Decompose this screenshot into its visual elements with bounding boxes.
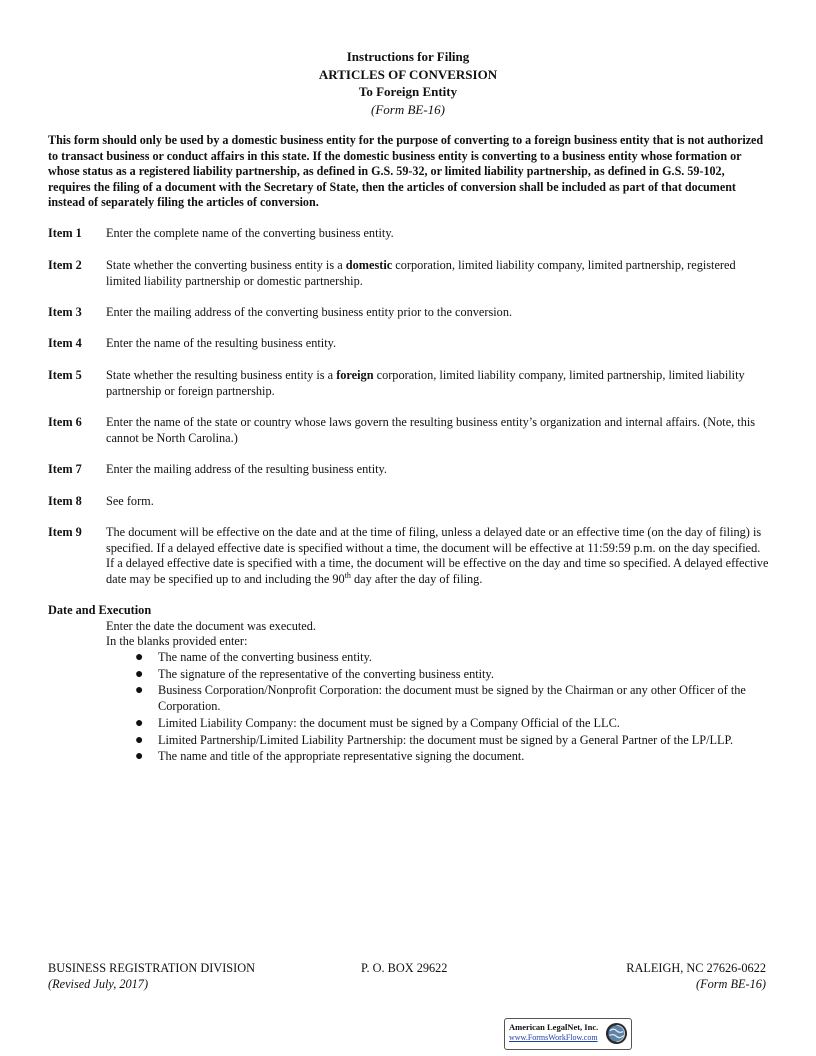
list-item: ● Business Corporation/Nonprofit Corporation: the document must be signed by the Chairman or any other Officer of the Corporation. bbox=[135, 683, 746, 713]
header-line-2: ARTICLES OF CONVERSION bbox=[318, 66, 498, 82]
item-label: Item 1 bbox=[48, 226, 82, 240]
bullet-icon: ● bbox=[135, 715, 144, 731]
bullet-icon: ● bbox=[135, 649, 144, 665]
item-text: Enter the mailing address of the resulting business entity. bbox=[106, 462, 387, 476]
item-label: Item 6 bbox=[48, 415, 82, 429]
item-label: Item 2 bbox=[48, 258, 82, 272]
footer-city: RALEIGH, NC 27626-0622 bbox=[626, 961, 766, 975]
footer-division: BUSINESS REGISTRATION DIVISION bbox=[48, 961, 256, 975]
document-header bbox=[0, 48, 816, 118]
item-text: Enter the complete name of the converting business entity. bbox=[106, 226, 394, 240]
item-emphasis: domestic bbox=[345, 258, 393, 272]
item-text: State whether the resulting business entity is a foreign corporation, limited liability company, limited partnership, limited liability partnership or foreign partnership. bbox=[106, 368, 745, 398]
instruction-line: Enter the date the document was executed. bbox=[106, 618, 316, 633]
header-line-1: Instructions for Filing bbox=[346, 49, 470, 64]
item-label: Item 9 bbox=[48, 525, 82, 539]
bullet-icon: ● bbox=[135, 749, 144, 765]
vendor-badge[interactable] bbox=[504, 1018, 632, 1050]
vendor-link[interactable]: www.FormsWorkFlow.com bbox=[509, 1033, 598, 1042]
item-text: See form. bbox=[106, 494, 154, 508]
item-text: Enter the name of the state or country whose laws govern the resulting business entity’s organization and internal affairs. (Note, this cannot be North Carolina.) bbox=[106, 415, 756, 445]
item-text: Enter the mailing address of the converting business entity prior to the conversion. bbox=[106, 305, 513, 319]
item-text: Enter the name of the resulting business entity. bbox=[106, 336, 337, 350]
list-item: ● The name of the converting business entity. bbox=[135, 649, 373, 665]
header-line-3: To Foreign Entity bbox=[358, 84, 458, 99]
bullet-icon: ● bbox=[135, 683, 144, 699]
list-item: ● Limited Partnership/Limited Liability Partnership: the document must be signed by a General Partner of the LP/LLP. bbox=[135, 732, 734, 748]
date-execution-section bbox=[48, 603, 770, 766]
item-label: Item 4 bbox=[48, 336, 82, 350]
item-label: Item 3 bbox=[48, 305, 82, 319]
instruction-line: In the blanks provided enter: bbox=[106, 634, 248, 649]
globe-icon bbox=[605, 1022, 628, 1045]
bullet-icon: ● bbox=[135, 732, 144, 748]
list-item: ● The signature of the representative of the converting business entity. bbox=[135, 666, 494, 682]
footer-form-number: (Form BE-16) bbox=[695, 977, 766, 991]
item-emphasis: foreign bbox=[336, 368, 374, 382]
list-item: ● The name and title of the appropriate representative signing the document. bbox=[135, 749, 525, 765]
vendor-name: American LegalNet, Inc. bbox=[509, 1022, 599, 1032]
footer-revised: (Revised July, 2017) bbox=[48, 977, 149, 991]
section-heading: Date and Execution bbox=[48, 603, 152, 617]
item-text: The document will be effective on the date and at the time of filing, unless a delayed date or an effective time (on the day of filing) is specified. If a delayed effective date is specified without a time, the document will be effective at 11:59:59 p.m. on the day specified. If a delayed effective date is specified with a time, the document will be effective on the day and time so specified. A delayed effective date may be specified up to and including the 90th day after the day of filing. bbox=[106, 525, 769, 586]
bullet-icon: ● bbox=[135, 666, 144, 682]
list-item: ● Limited Liability Company: the document must be signed by a Company Official of the LLC. bbox=[135, 715, 620, 731]
footer-po-box: P. O. BOX 29622 bbox=[361, 961, 448, 975]
item-label: Item 8 bbox=[48, 494, 82, 508]
bullet-list bbox=[135, 649, 770, 765]
item-label: Item 5 bbox=[48, 368, 82, 382]
header-form-number: (Form BE-16) bbox=[370, 101, 445, 117]
ordinal-suffix: th bbox=[344, 570, 351, 580]
intro-paragraph: This form should only be used by a domestic business entity for the purpose of converting to a foreign business entity that is not authorized to transact business or conduct affairs in this state. If the domestic business entity is converting to a business entity whose formation or whose status as a registered liability partnership, as defined in G.S. 59-32, or limited liability partnership, as defined in G.S. 59-102, requires the filing of a document with the Secretary of State, then the articles of conversion shall be included as part of that document instead of separately filing the articles of conversion. bbox=[48, 133, 764, 210]
item-text: State whether the converting business entity is a domestic corporation, limited liability company, limited partnership, registered limited liability partnership or domestic partnership. bbox=[106, 258, 736, 288]
item-label: Item 7 bbox=[48, 462, 82, 476]
